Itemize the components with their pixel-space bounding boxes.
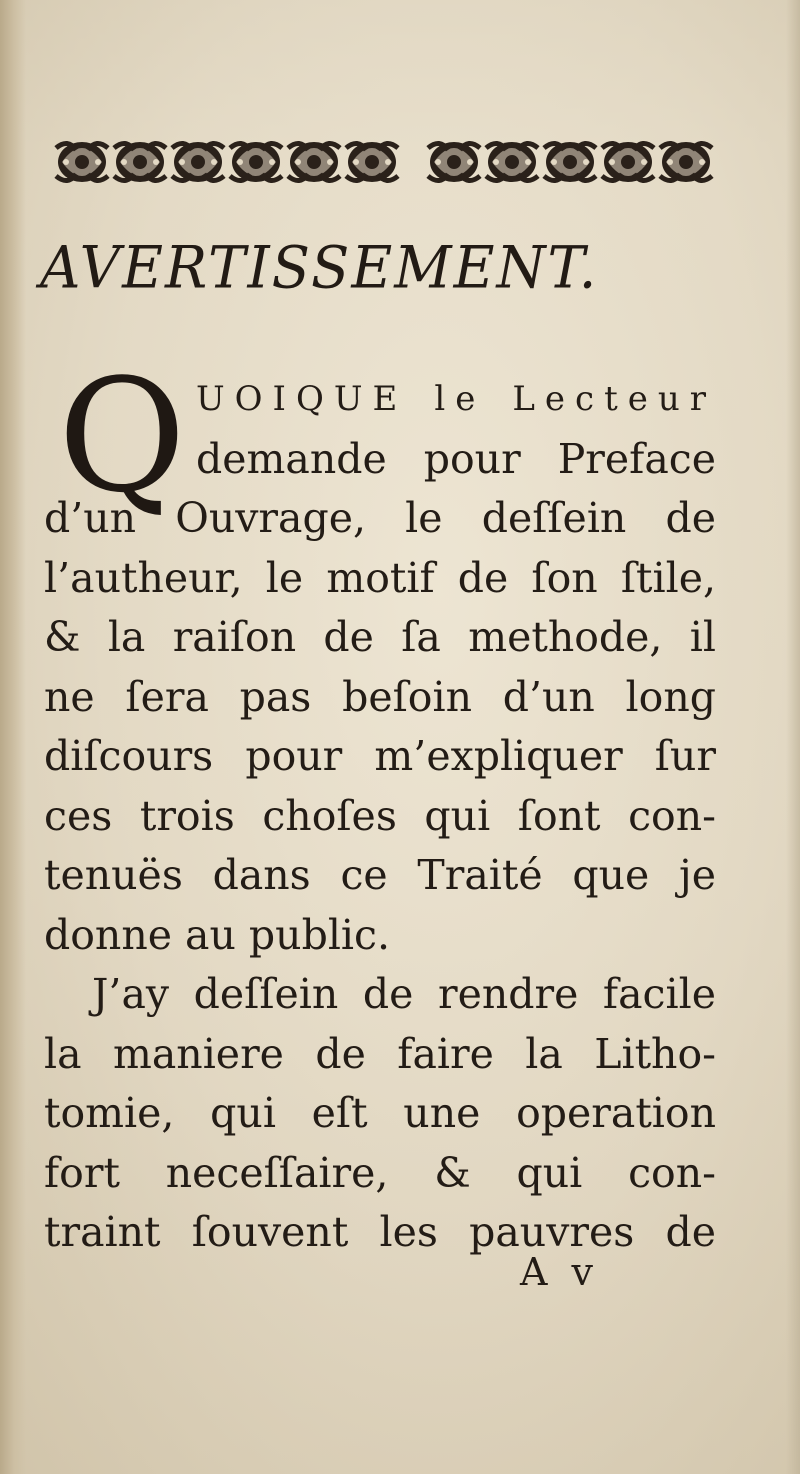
text-line: la maniere de faire la Litho- [44, 1029, 716, 1078]
text-line: fort neceſſaire, & qui con- [44, 1148, 716, 1197]
text-line: diſcours pour m’expliquer ſur [44, 732, 716, 780]
text-line: UOIQUE le Lecteur [196, 379, 716, 419]
text-line: traint ſouvent les pauvres de [44, 1208, 716, 1256]
text-line: tomie, qui eſt une operation [44, 1089, 716, 1137]
page-title: AVERTISSEMENT. [40, 234, 599, 303]
signature-mark: A v [520, 1250, 599, 1294]
fleuron-band-icon [52, 128, 716, 196]
text-line: J’ay deſſein de rendre facile [92, 970, 716, 1018]
text-line: ces trois choſes qui ſont con- [44, 791, 716, 840]
drop-cap: Q [58, 345, 186, 527]
text-line: tenuës dans ce Traité que je [44, 851, 716, 899]
text-line: demande pour Preface [196, 434, 716, 483]
text-line: d’un Ouvrage, le deſſein de [44, 494, 716, 542]
text-line: donne au public. [44, 910, 391, 959]
body-text [44, 370, 716, 1263]
text-line: & la raiſon de ſa methode, il [44, 613, 716, 661]
page-edge-shadow [786, 0, 800, 1474]
page-gutter-shadow [0, 0, 26, 1474]
text-line: ne ſera pas beſoin d’un long [44, 672, 716, 721]
text-line: l’autheur, le motif de ſon ſtile, [44, 553, 716, 602]
